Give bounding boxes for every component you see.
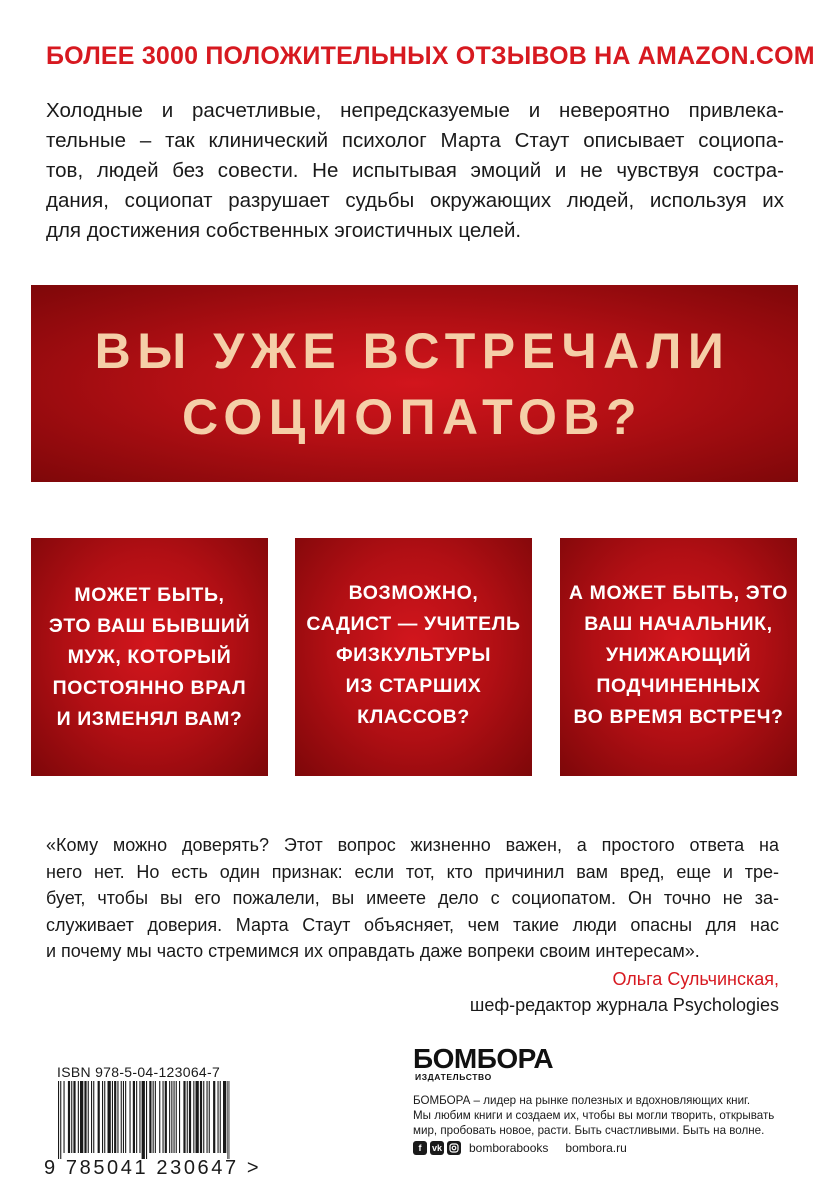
publisher-line: БОМБОРА – лидер на рынке полезных и вдохновляющих книг. [413,1094,751,1107]
publisher-logo: БОМБОРА [413,1043,554,1074]
isbn-label: ISBN 978-5-04-123064-7 [57,1064,221,1080]
barcode-bar [112,1081,113,1153]
barcode-bar [153,1081,154,1153]
barcode-bar [196,1081,199,1153]
barcode-bar [220,1081,221,1153]
box-line: ПОСТОЯННО ВРАЛ [52,677,247,699]
intro-line: дания, социопат разрушает судьбы окружающих людей, используя их [46,189,784,212]
barcode-bar [189,1081,191,1153]
barcode-bar [187,1081,188,1153]
barcode-bar [80,1081,83,1153]
box-line: МУЖ, КОТОРЫЙ [67,646,232,668]
headline: БОЛЕЕ 3000 ПОЛОЖИТЕЛЬНЫХ ОТЗЫВОВ НА AMAZON.COM [46,42,815,70]
quote-line: бует, чтобы вы его пожалели, вы имеете дело с социопатом. Он точно не за- [46,888,779,908]
barcode-bar [200,1081,202,1153]
barcode-bar [58,1081,59,1159]
barcode-bar [136,1081,137,1153]
box-text [295,578,532,733]
intro-line: тов, людей без совести. Не испытывая эмоций и не чувствуя состра- [46,159,784,182]
intro-paragraph [46,96,784,246]
barcode-bar [68,1081,70,1153]
barcode-bar [174,1081,175,1153]
barcode-bar [78,1081,79,1153]
facebook-icon[interactable]: f [413,1141,427,1155]
quote-line: «Кому можно доверять? Этот вопрос жизненно важен, а простого ответа на [46,835,779,855]
barcode-bar [117,1081,118,1153]
barcode-bar [207,1081,208,1153]
barcode-bar [227,1081,228,1159]
barcode-bar [133,1081,135,1153]
barcode-bar [139,1081,140,1153]
barcode-bar [114,1081,116,1153]
barcode-bar [223,1081,226,1153]
barcode-bar [84,1081,86,1153]
barcode-bar [218,1081,219,1153]
barcode-bar [209,1081,210,1153]
barcode-bar [98,1081,100,1153]
intro-line: Холодные и расчетливые, непредсказуемые и невероятно привлека- [46,99,784,122]
barcode-bar [149,1081,151,1153]
box-line: МОЖЕТ БЫТЬ, [74,584,225,606]
barcode-bar [121,1081,122,1153]
box-text [31,580,268,735]
box-line: И ИЗМЕНЯЛ ВАМ? [56,708,243,730]
barcode-bar [193,1081,194,1153]
box-line: УНИЖАЮЩИЙ [605,644,752,666]
barcode-bar [183,1081,185,1153]
box-text [560,578,797,733]
box-line: КЛАССОВ? [357,706,470,728]
barcode-bar [104,1081,105,1153]
quote-author: Ольга Сульчинская, [612,969,779,989]
barcode-bar [155,1081,156,1153]
box-line: САДИСТ — УЧИТЕЛЬ [306,613,521,635]
box-line: А МОЖЕТ БЫТЬ, ЭТО [568,582,789,604]
box-line: ПОДЧИНЕННЫХ [596,675,761,697]
example-box-teacher [295,538,532,776]
barcode-bar [102,1081,103,1153]
barcode-bar [179,1081,180,1153]
publisher-line: Мы любим книги и создаем их, чтобы вы могли творить, открывать [413,1109,775,1122]
box-line: ЭТО ВАШ БЫВШИЙ [48,615,251,637]
barcode-bar [93,1081,94,1153]
publisher-line: мир, пробовать новое, расти. Быть счастливыми. Быть на волне. [413,1124,765,1137]
box-line: ВО ВРЕМЯ ВСТРЕЧ? [573,706,784,728]
quote-line: и почему мы часто стремимся их оправдать даже вопреки своим интересам». [46,941,700,961]
quote-author-role: шеф-редактор журнала Psychologies [469,995,779,1015]
barcode-bar [159,1081,160,1153]
vk-icon[interactable]: vk [431,1143,442,1153]
barcode-bar [146,1081,147,1159]
barcode-bar [176,1081,177,1153]
example-box-ex-husband [31,538,268,776]
intro-line: для достижения собственных эгоистичных целей. [46,219,522,242]
box-line: ФИЗКУЛЬТУРЫ [335,644,492,666]
barcode-bar [130,1081,131,1153]
barcode-bar [123,1081,124,1153]
barcode-bar [169,1081,170,1153]
quote-line: служивает доверия. Марта Стаут объясняет, чем такие люди опасны для нас [46,914,779,935]
barcode-image [58,1081,230,1159]
barcode-bar [163,1081,164,1153]
box-line: ВОЗМОЖНО, [348,582,479,604]
box-line: ИЗ СТАРШИХ [345,675,482,697]
instagram-icon[interactable] [447,1141,461,1155]
barcode-bar [71,1081,72,1153]
intro-line: тельные – так клинический психолог Марта Стаут описывает социопа- [46,129,784,152]
barcode-bar [203,1081,204,1153]
website-link[interactable]: bombora.ru [565,1141,627,1155]
barcode-bar [108,1081,111,1153]
barcode-digits: 9 785041 230647 > [44,1157,262,1179]
review-quote [46,832,779,965]
social-links [413,1140,627,1156]
publisher-description [413,1093,793,1138]
barcode-bar [142,1081,145,1159]
social-handle[interactable]: bomborabooks [469,1141,549,1155]
publisher-logo-subtitle: ИЗДАТЕЛЬСТВО [415,1072,492,1082]
barcode-bar [213,1081,215,1153]
banner-title-line-1: ВЫ УЖЕ ВСТРЕЧАЛИ [94,323,731,379]
example-box-boss [560,538,797,776]
box-line: ВАШ НАЧАЛЬНИК, [584,613,773,635]
barcode-bar [73,1081,75,1153]
barcode-bar [165,1081,167,1153]
quote-line: него нет. Но есть один признак: если тот, кто причинил вам вред, еще и тре- [46,861,779,882]
banner-title-line-2: СОЦИОПАТОВ? [181,389,643,445]
barcode-bar [125,1081,126,1153]
barcode-bar [91,1081,92,1153]
barcode-bar [64,1081,65,1153]
barcode-bar [60,1081,61,1159]
barcode-bar [171,1081,172,1153]
question-banner [31,285,798,482]
barcode-bar [88,1081,89,1153]
